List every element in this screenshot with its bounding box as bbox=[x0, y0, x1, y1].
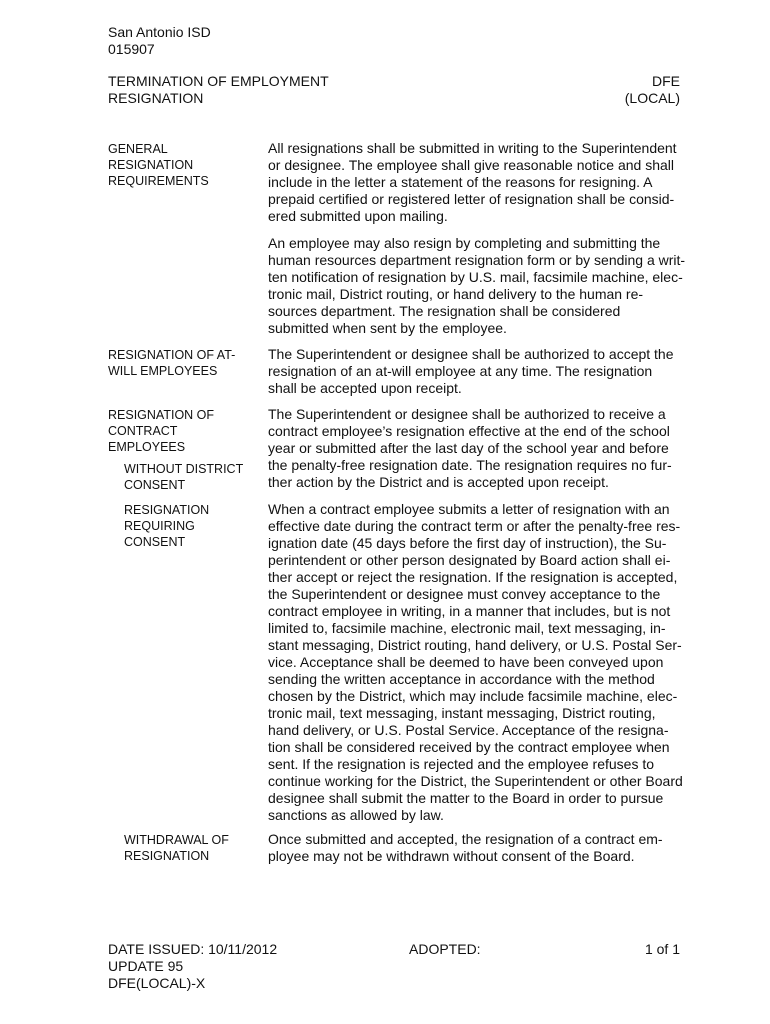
text-line: sending the written acceptance in accordance with the method bbox=[268, 671, 655, 687]
heading-line: REQUIREMENTS bbox=[108, 174, 209, 188]
footer-doc-id: DFE(LOCAL)-X bbox=[108, 975, 206, 991]
text-line: include in the letter a statement of the reasons for resigning. A bbox=[268, 174, 653, 190]
requiring-consent-paragraph bbox=[268, 501, 683, 824]
text-line: prepaid certified or registered letter of resignation shall be consid- bbox=[268, 191, 675, 207]
text-line: shall be accepted upon receipt. bbox=[268, 380, 462, 396]
text-line: ther action by the District and is accepted upon receipt. bbox=[268, 474, 609, 490]
heading-line: WILL EMPLOYEES bbox=[108, 364, 218, 378]
text-line: ten notification of resignation by U.S. mail, facsimile machine, elec- bbox=[268, 269, 683, 285]
text-line: contract employee in writing, in a manner that includes, but is not bbox=[268, 603, 671, 619]
text-line: designee shall submit the matter to the Board in order to pursue bbox=[268, 790, 664, 806]
text-line: the Superintendent or designee must convey acceptance to the bbox=[268, 586, 661, 602]
text-line: effective date during the contract term or after the penalty-free res- bbox=[268, 518, 681, 534]
text-line: hand delivery, or U.S. Postal Service. Acceptance of the resigna- bbox=[268, 722, 669, 738]
text-line: Once submitted and accepted, the resignation of a contract em- bbox=[268, 831, 663, 847]
text-line: or designee. The employee shall give reasonable notice and shall bbox=[268, 157, 675, 173]
heading-line: RESIGNATION OF bbox=[108, 408, 215, 422]
text-line: continue working for the District, the Superintendent or other Board bbox=[268, 773, 683, 789]
footer-page-number: 1 of 1 bbox=[644, 941, 680, 957]
text-line: year or submitted after the last day of the school year and before bbox=[268, 440, 669, 456]
text-line: stant messaging, District routing, hand delivery, or U.S. Postal Ser- bbox=[268, 637, 682, 653]
text-line: contract employee’s resignation effective at the end of the school bbox=[268, 423, 670, 439]
at-will-paragraph bbox=[268, 346, 680, 397]
heading-line: CONTRACT bbox=[108, 424, 178, 438]
subheading-requiring-consent bbox=[124, 502, 274, 550]
heading-line: RESIGNATION OF AT- bbox=[108, 348, 236, 362]
heading-line: REQUIRING bbox=[124, 519, 195, 533]
heading-line: RESIGNATION bbox=[124, 503, 210, 517]
heading-line: RESIGNATION bbox=[108, 158, 194, 172]
district-code: 015907 bbox=[108, 41, 155, 57]
without-consent-paragraph bbox=[268, 406, 680, 491]
heading-general-requirements bbox=[108, 141, 258, 189]
district-name: San Antonio ISD bbox=[108, 24, 211, 40]
text-line: human resources department resignation form or by sending a writ- bbox=[268, 252, 686, 268]
text-line: submitted when sent by the employee. bbox=[268, 320, 507, 336]
text-line: When a contract employee submits a letter of resignation with an bbox=[268, 501, 670, 517]
text-line: ignation date (45 days before the first day of instruction), the Su- bbox=[268, 535, 667, 551]
text-line: All resignations shall be submitted in writing to the Superintendent bbox=[268, 140, 677, 156]
withdrawal-paragraph bbox=[268, 831, 680, 865]
text-line: tronic mail, District routing, or hand delivery to the human re- bbox=[268, 286, 644, 302]
heading-line: WITHOUT DISTRICT bbox=[124, 462, 244, 476]
heading-line: EMPLOYEES bbox=[108, 440, 186, 454]
text-line: An employee may also resign by completing and submitting the bbox=[268, 235, 661, 251]
general-paragraph-1 bbox=[268, 140, 680, 225]
general-paragraph-2 bbox=[268, 235, 686, 337]
text-line: sent. If the resignation is rejected and the employee refuses to bbox=[268, 756, 655, 772]
text-line: sources department. The resignation shall be considered bbox=[268, 303, 621, 319]
text-line: ployee may not be withdrawn without consent of the Board. bbox=[268, 848, 635, 864]
heading-at-will bbox=[108, 347, 258, 379]
subheading-without-consent bbox=[124, 461, 274, 493]
heading-line: WITHDRAWAL OF bbox=[124, 833, 229, 847]
text-line: The Superintendent or designee shall be authorized to receive a bbox=[268, 406, 666, 422]
text-line: The Superintendent or designee shall be authorized to accept the bbox=[268, 346, 674, 362]
text-line: sanctions as allowed by law. bbox=[268, 807, 444, 823]
policy-type: (LOCAL) bbox=[624, 90, 680, 106]
text-line: ered submitted upon mailing. bbox=[268, 208, 448, 224]
text-line: tion shall be considered received by the contract employee when bbox=[268, 739, 670, 755]
text-line: chosen by the District, which may include facsimile machine, elec- bbox=[268, 688, 678, 704]
heading-line: RESIGNATION bbox=[124, 849, 210, 863]
footer-adopted: ADOPTED: bbox=[409, 941, 481, 957]
policy-title-line1: TERMINATION OF EMPLOYMENT bbox=[108, 73, 329, 89]
subheading-withdrawal bbox=[124, 832, 274, 864]
policy-code: DFE bbox=[652, 73, 680, 89]
heading-contract-employees bbox=[108, 407, 258, 455]
text-line: tronic mail, text messaging, instant messaging, District routing, bbox=[268, 705, 656, 721]
heading-line: GENERAL bbox=[108, 142, 168, 156]
text-line: ther accept or reject the resignation. If the resignation is accepted, bbox=[268, 569, 678, 585]
text-line: perintendent or other person designated by Board action shall ei- bbox=[268, 552, 671, 568]
footer-update: UPDATE 95 bbox=[108, 958, 184, 974]
heading-line: CONSENT bbox=[124, 535, 186, 549]
policy-title-line2: RESIGNATION bbox=[108, 90, 204, 106]
text-line: the penalty-free resignation date. The resignation requires no fur- bbox=[268, 457, 672, 473]
heading-line: CONSENT bbox=[124, 478, 186, 492]
footer-date-issued: DATE ISSUED: 10/11/2012 bbox=[108, 941, 278, 957]
text-line: limited to, facsimile machine, electronic mail, text messaging, in- bbox=[268, 620, 666, 636]
text-line: vice. Acceptance shall be deemed to have been conveyed upon bbox=[268, 654, 664, 670]
text-line: resignation of an at-will employee at any time. The resignation bbox=[268, 363, 653, 379]
